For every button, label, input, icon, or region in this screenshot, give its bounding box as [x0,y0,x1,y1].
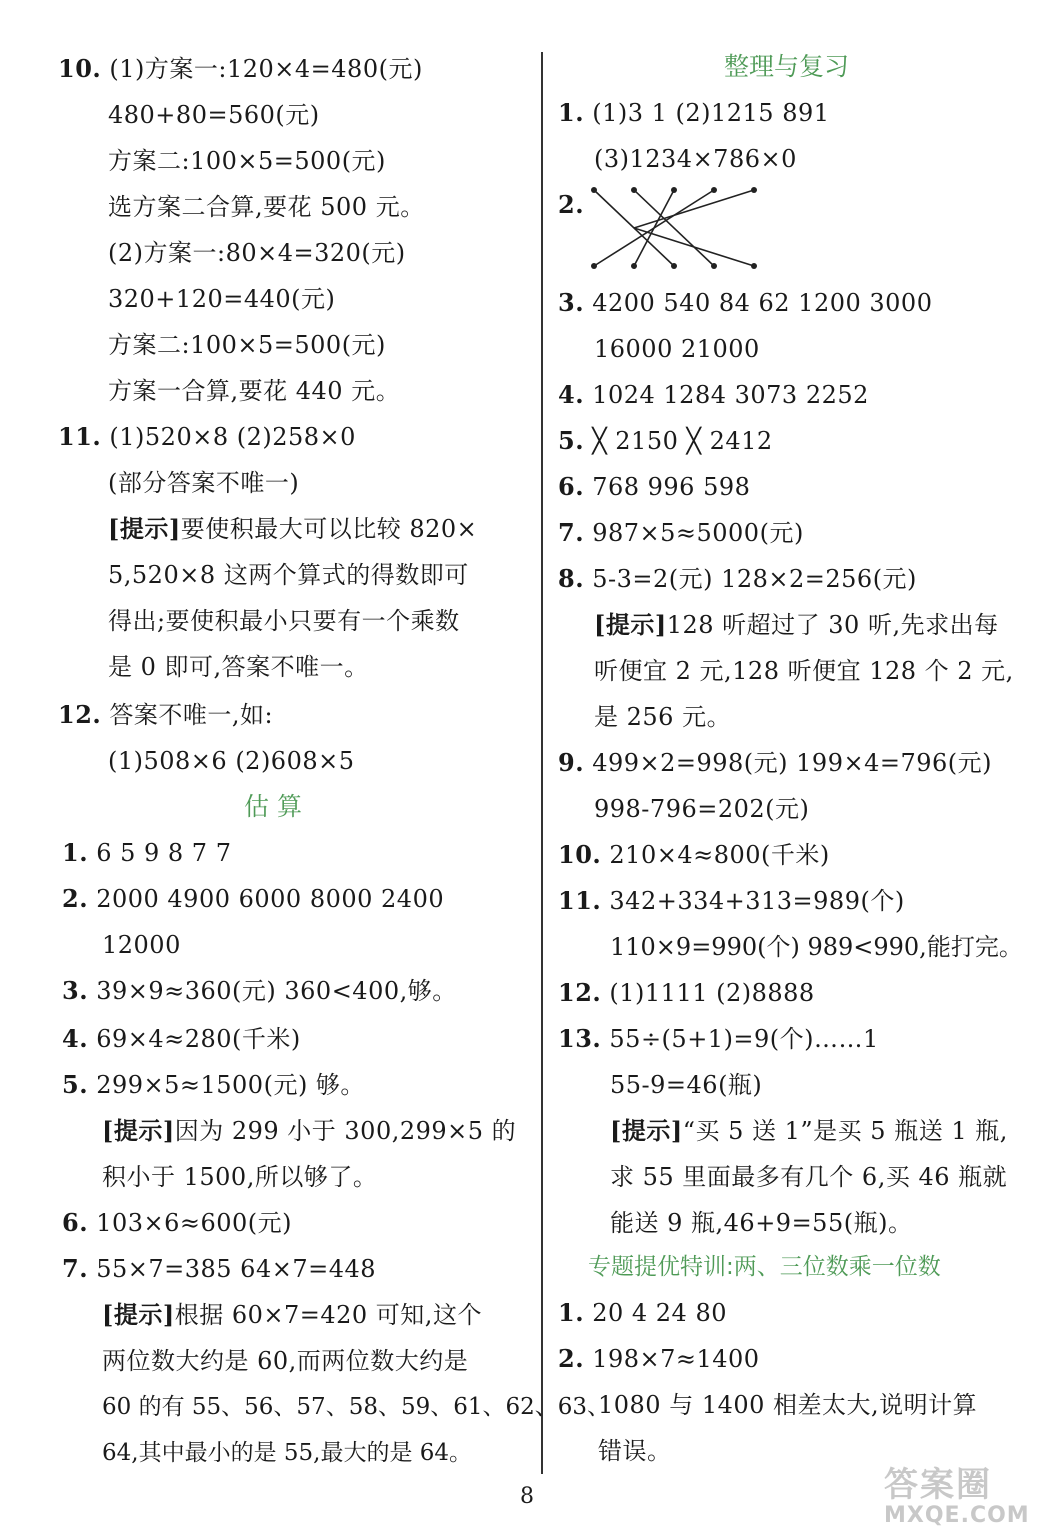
answer-line: 64,其中最小的是 55,最大的是 64。 [102,1440,473,1466]
dot [711,263,717,269]
answer-line: 2. 198×7≈1400 [558,1344,760,1373]
answer-line: 7. 987×5≈5000(元) [558,518,804,547]
answer-line: (部分答案不唯一) [108,469,300,497]
answer-line: 998-796=202(元) [594,795,810,823]
answer-line: 方案二:100×5=500(元) [108,331,386,359]
answer-line: 13. 55÷(5+1)=9(个)……1 [558,1024,879,1053]
dot [671,263,677,269]
match-line [634,190,754,228]
answer-line: 4. 69×4≈280(千米) [62,1024,301,1053]
answer-line: 3. 39×9≈360(元) 360<400,够。 [62,976,457,1005]
page-number: 8 [520,1484,534,1509]
column-divider [541,52,543,1474]
answer-line: 8. 5-3=2(元) 128×2=256(元) [558,564,917,593]
answer-line: 2. [558,190,585,219]
answer-line: (2)方案一:80×4=320(元) [108,239,406,267]
answer-line: (3)1234×786×0 [594,145,797,173]
answer-line: 是 0 即可,答案不唯一。 [108,653,369,681]
answer-line: 320+120=440(元) [108,285,336,313]
answer-line: 11. 342+334+313=989(个) [558,886,905,915]
answer-line: 7. 55×7=385 64×7=448 [62,1254,377,1283]
answer-line: (1)508×6 (2)608×5 [108,747,355,775]
dot [591,263,597,269]
answer-line: 方案一合算,要花 440 元。 [108,377,401,405]
answer-line: 60 的有 55、56、57、58、59、61、62、63、 [102,1394,611,1420]
answer-line: 10. (1)方案一:120×4=480(元) [58,54,423,83]
answer-line: 110×9=990(个) 989<990,能打完。 [610,933,1023,961]
match-line [634,190,714,266]
hint-line: [提示]“买 5 送 1”是买 5 瓶送 1 瓶, [610,1116,1008,1145]
dot [631,263,637,269]
answer-line: 12. 答案不唯一,如: [58,700,274,729]
answer-line: 1. (1)3 1 (2)1215 891 [558,98,830,127]
answer-line: 选方案二合算,要花 500 元。 [108,193,425,221]
answer-line: 4. 1024 1284 3073 2252 [558,380,869,409]
answer-line: 方案二:100×5=500(元) [108,147,386,175]
answer-line: 1080 与 1400 相差太大,说明计算 [598,1391,978,1419]
dot [631,187,637,193]
match-line [634,228,754,266]
answer-line: 积小于 1500,所以够了。 [102,1163,378,1191]
dot [671,187,677,193]
answer-line: 6. 103×6≈600(元) [62,1208,293,1237]
dot [591,187,597,193]
dot [751,263,757,269]
answer-line: 求 55 里面最多有几个 6,买 46 瓶就 [610,1163,1008,1191]
hint-line: [提示]128 听超过了 30 听,先求出每 [594,610,999,639]
answer-line: 2. 2000 4900 6000 8000 2400 [62,884,445,913]
section-title-review: 整理与复习 [724,52,850,81]
hint-line: [提示]要使积最大可以比较 820× [108,514,478,543]
matching-lines-diagram [586,184,776,274]
answer-line: 9. 499×2=998(元) 199×4=796(元) [558,748,992,777]
answer-line: 3. 4200 540 84 62 1200 3000 [558,288,933,317]
hint-line: [提示]根据 60×7=420 可知,这个 [102,1300,482,1329]
answer-line: 10. 210×4≈800(千米) [558,840,830,869]
answer-line: 5,520×8 这两个算式的得数即可 [108,561,469,589]
answer-line: 错误。 [598,1437,672,1465]
answer-line: 5. 299×5≈1500(元) 够。 [62,1070,365,1099]
answer-line: 听便宜 2 元,128 听便宜 128 个 2 元, [594,657,1014,685]
answer-line: 12000 [102,931,181,959]
answer-line: 两位数大约是 60,而两位数大约是 [102,1347,469,1375]
answer-line: 是 256 元。 [594,703,732,731]
answer-line: 5. ╳ 2150 ╳ 2412 [558,426,773,455]
answer-line: 6. 768 996 598 [558,472,751,501]
answer-line: 11. (1)520×8 (2)258×0 [58,422,356,451]
answer-line: 16000 21000 [594,335,760,363]
match-line [594,190,714,266]
section-title-special-training: 专题提优特训:两、三位数乘一位数 [588,1254,941,1280]
dot [751,187,757,193]
watermark-logo: 答案圈 MXQE.COM [884,1465,1030,1528]
section-title-estimation: 估 算 [244,792,302,821]
answer-line: 1. 20 4 24 80 [558,1298,727,1327]
answer-line: 能送 9 瓶,46+9=55(瓶)。 [610,1209,913,1237]
answer-line: 55-9=46(瓶) [610,1071,763,1099]
hint-line: [提示]因为 299 小于 300,299×5 的 [102,1116,517,1145]
answer-line: 480+80=560(元) [108,101,320,129]
dot [711,187,717,193]
answer-line: 得出;要使积最小只要有一个乘数 [108,607,460,635]
answer-line: 1. 6 5 9 8 7 7 [62,838,232,867]
answer-line: 12. (1)1111 (2)8888 [558,978,815,1007]
